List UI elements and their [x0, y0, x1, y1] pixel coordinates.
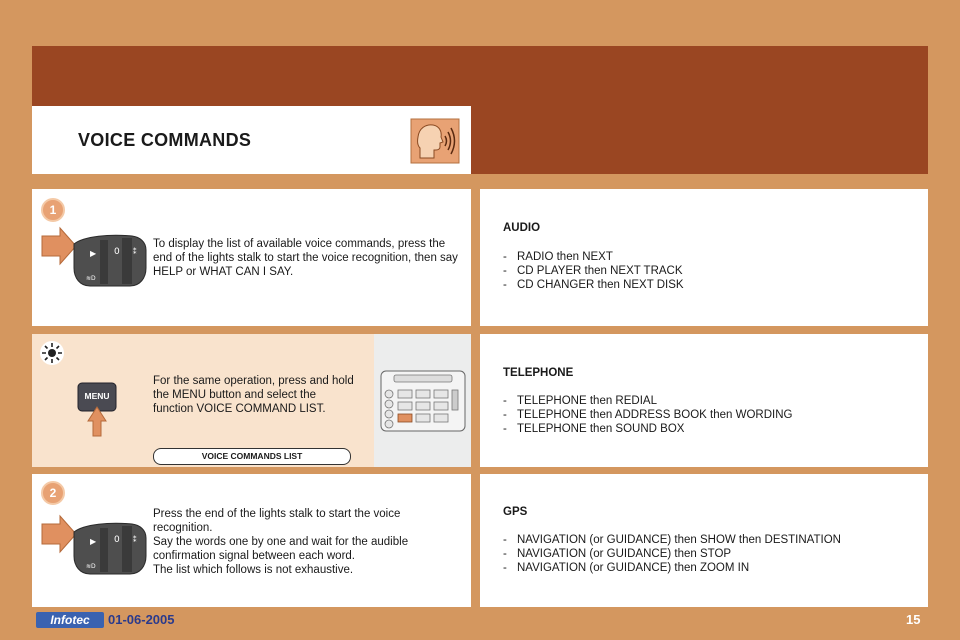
menu-button-icon: [76, 381, 118, 437]
step-1-text: To display the list of available voice commands, press the end of the lights stalk to start the voice recognition, then say HELP or WHAT CAN I SAY.: [153, 238, 458, 278]
audio-command-list: [503, 250, 684, 292]
svg-text:≋D: ≋D: [86, 275, 96, 282]
svg-text:≋D: ≋D: [86, 563, 96, 570]
step-1-badge: 1: [41, 198, 65, 222]
page-title: VOICE COMMANDS: [78, 130, 252, 150]
menu-alternative-text: For the same operation, press and hold the MENU button and select the function VOICE COMMAND LIST.: [153, 375, 354, 415]
footer-date: 01-06-2005: [108, 612, 175, 627]
telephone-title: TELEPHONE: [503, 367, 574, 379]
svg-text:⁑: ⁑: [133, 248, 137, 256]
list-item: - RADIO then NEXT: [503, 250, 684, 264]
svg-text:▶: ▶: [90, 537, 97, 546]
step-2-badge: 2: [41, 481, 65, 505]
lights-stalk-icon: [40, 512, 148, 578]
sun-icon: [40, 341, 64, 365]
list-item: - TELEPHONE then ADDRESS BOOK then WORDING: [503, 408, 792, 422]
list-item: - TELEPHONE then SOUND BOX: [503, 422, 792, 436]
voice-commands-list-button: VOICE COMMANDS LIST: [153, 448, 351, 465]
svg-text:▶: ▶: [90, 249, 97, 258]
gps-command-list: [503, 533, 841, 575]
radio-unit-icon: [380, 370, 466, 432]
svg-text:0: 0: [114, 247, 120, 257]
list-item: - NAVIGATION (or GUIDANCE) then ZOOM IN: [503, 561, 841, 575]
infotec-logo: Infotec: [36, 612, 104, 628]
speaking-head-icon: [410, 118, 460, 164]
audio-title: AUDIO: [503, 222, 541, 234]
page-number: 15: [906, 612, 921, 627]
lights-stalk-icon: [40, 224, 148, 290]
svg-text:0: 0: [114, 535, 120, 545]
gps-title: GPS: [503, 506, 528, 518]
telephone-command-list: [503, 394, 792, 436]
list-item: - CD CHANGER then NEXT DISK: [503, 278, 684, 292]
list-item: - NAVIGATION (or GUIDANCE) then SHOW then DESTINATION: [503, 533, 841, 547]
svg-text:⁑: ⁑: [133, 536, 137, 544]
list-item: - TELEPHONE then REDIAL: [503, 394, 792, 408]
list-item: - CD PLAYER then NEXT TRACK: [503, 264, 684, 278]
list-item: - NAVIGATION (or GUIDANCE) then STOP: [503, 547, 841, 561]
step-2-text: Press the end of the lights stalk to start the voice recognition. Say the words one by one and wait for the audible confirmation signal between each word. The list which follows is not exhaustive.: [153, 508, 409, 576]
menu-button-label: MENU: [84, 391, 110, 401]
